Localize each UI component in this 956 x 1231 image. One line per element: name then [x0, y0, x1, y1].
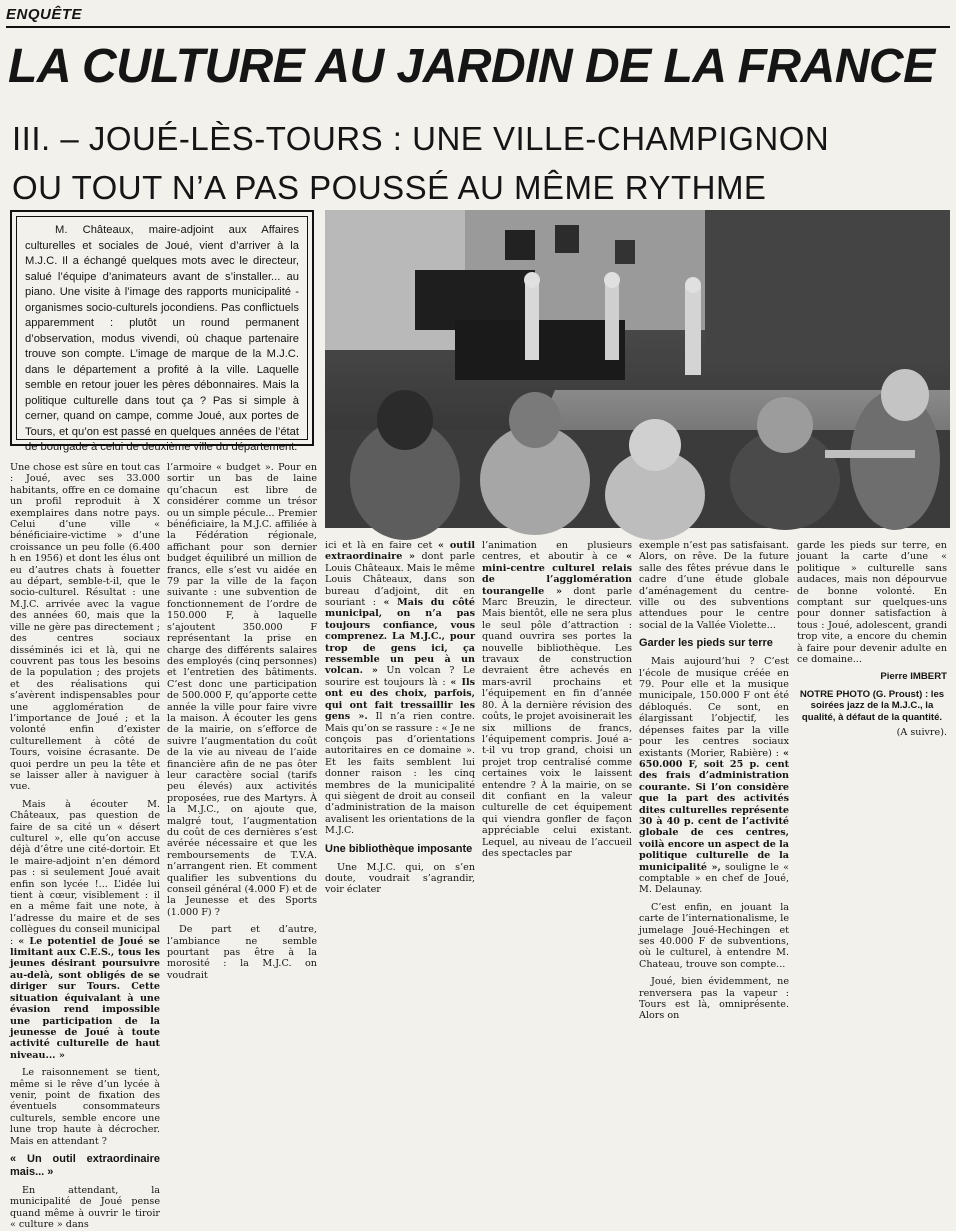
subheadline-line-2: OU TOUT N’A PAS POUSSÉ AU MÊME RYTHME — [12, 169, 767, 206]
top-rule — [6, 26, 950, 28]
article-column-1 — [10, 462, 160, 1231]
col3-text-a: ici et là en faire cet — [325, 540, 438, 551]
col3-text-e: Un volcan ? Le sourire est toujours là : — [325, 665, 475, 688]
col1-paragraph-2 — [10, 799, 160, 1061]
col5-text-a: Mais aujourd’hui ? C’est l’école de musique créée en 79. Pour elle et la musique municipale, 150.000 F ont été débloqués. Ce sont, en élargissant l’objectif, les dépenses faites par la ville pour les centres sociaux existants (Morier, Rabière) : — [639, 656, 789, 759]
col4-text-c: dont parle Marc Breuzin, le directeur. Mais bientôt, elle ne sera plus le seul pôle d’attraction : quand ouvrira ses portes la nouvelle bibliothèque. Les travaux de construction devraient être achevés en mars-avril prochains et l’équipement en fin d’année 80. À la dernière révision des coûts, le projet avoisinerait les six millions de francs, l’équipement compris. Joué a-t-il vu trop grand, choisi un projet trop centralisé comme certaines voix le laissent entendre ? À la mairie, on se dit confiant en la valeur culturelle de cet équipement qui viendra gonfler de façon appréciable celui existant. Lequel, au niveau de l’accueil des spectacles par — [482, 585, 632, 859]
section-rubric: ENQUÊTE — [6, 6, 83, 23]
col3-text-c: dont parle Louis Châteaux. Mais le même Louis Châteaux, dans son bureau d’adjoint, dit en souriant : — [325, 551, 475, 609]
article-column-2 — [167, 462, 317, 981]
intro-text: M. Châteaux, maire-adjoint aux Affaires culturelles et sociales de Joué, vient d’arriver à la M.J.C. Il a échangé quelques mots avec le directeur, salué l’équipe d’animateurs avant de s’installer... au piano. Une visite à l’image des rapports municipalité - organismes socio-culturels jocondiens. Pas conflictuels apparemment : plutôt un round permanent d’observation, modus vivendi, où chaque partenaire trouve son compte. L’image de marque de la M.J.C. dans le département a profité à la ville. Laquelle semble en retour jouer les pères débonnaires. Mais la politique culturelle dans tout ça ? Pas si simple à cerner, quand on campe, comme Joué, aux portes de Tours, et qu’on est passé en quelques années de l’état de bourgade à celui de deuxième ville du département. — [16, 216, 308, 440]
col2-paragraph-1: l’armoire « budget ». Pour en sortir un bas de laine qu’chacun est libre de considérer comme un trésor ou un simple pécule... Premier bénéficiaire, la M.J.C. affiliée à la Fédération régionale, affichant pour son dernier budget équilibré un million de francs, elle s’est vu aidée en 79 par la ville de la façon suivante : une subvention de fonctionnement de l’ordre de 150.000 F, à laquelle s’ajoutent 350.000 F représentant la prise en charge des différents salaires des employés (cinq personnes) et l’entretien des bâtiments. C’est donc une participation de 500.000 F, qu’apporte cette année la ville pour faire vivre la maison. À écouter les gens de la mairie, on s’efforce de suivre l’augmentation du coût de la vie au niveau de l’aide financière afin de ne pas ôter leur caractère social (tarifs peu élevés) aux activités proposées, rue des Martyrs. À la M.J.C., on ajoute que, malgré tout, l’augmentation du coût de ces dernières s’est avérée nécessaire et que les remboursements de T.V.A. n’arrangent rien. Et comment qualifier les subventions du conseil général (4.000 F) et de la Jeunesse et des Sports (1.000 F) ? — [167, 462, 317, 918]
col4-paragraph-1 — [482, 540, 632, 859]
subheadline-line-1: III. – JOUÉ-LÈS-TOURS : UNE VILLE-CHAMPIGNON — [12, 120, 830, 157]
col5-quote: « 650.000 F, soit 25 p. cent des frais d’administration courante. Si l’on considère que la part des activités dites culturelles représente 30 à 40 p. cent de l’activité globale de ces centres, voilà encore un aspect de la politique culturelle de la municipalité », — [639, 747, 789, 873]
jazz-concert-photo — [325, 210, 950, 528]
author-signature: Pierre IMBERT — [880, 671, 947, 683]
col6-paragraph-1: garde les pieds sur terre, en jouant la carte d’une « politique » culturelle sans audaces, mais non dépourvue de bonne volonté. En comptant sur quelques-uns pour donner satisfaction à tous : Joué, adolescent, grandi trop vite, a encore du chemin à faire pour devenir adulte en ce domaine... — [797, 540, 947, 666]
headline: LA CULTURE AU JARDIN DE LA FRANCE — [8, 40, 935, 93]
article-column-6 — [797, 540, 947, 740]
col1-paragraph-4: En attendant, la municipalité de Joué pense quand même à ouvrir le tiroir « culture » dans — [10, 1184, 160, 1231]
to-be-continued: (A suivre). — [896, 727, 947, 739]
col3-quote-3: « Ils ont eu des choix, parfois, qui ont fait tressaillir les gens ». — [325, 676, 475, 723]
col1-paragraph-1: Une chose est sûre en tout cas : Joué, avec ses 33.000 habitants, offre en ce domaine un profil reproduit à X exemplaires dans notre pays. Celui d’une ville « bénéficiaire-victime » d’une croissance un peu folle (6.400 h en 1956) et dont les élus ont eu d’autres chats à fouetter au départ, semble-t-il, que le socio-culturel. Résultat : une M.J.C. arrivée avec la vague des années 60, mais que la ville ne gère pas directement ; des centres sociaux disséminés ici et là, qui ne couvrent pas tous les besoins de la population ; des projets et des réalisations qui s’avèrent indispensables pour une agglomération de l’importance de Joué ; et la volonté enfin d’exister culturellement à côté de Tours, voisine écrasante. De quoi perdre un peu la tête et se laisser aller à naviguer à vue. — [10, 462, 160, 793]
col1-paragraph-3: Le raisonnement se tient, même si le rêve d’un lycée à venir, point de fixation des éventuels consommateurs culturels, semble encore une lune trop haute à décrocher. Mais en attendant ? — [10, 1067, 160, 1147]
col4-quote: « mini-centre culturel relais de l’agglomération tourangelle » — [482, 551, 632, 597]
col1-paragraph-2-text: Mais à écouter M. Châteaux, pas question de faire de sa cité un « désert culturel », elle qu’on accuse déjà d’être une cité-dortoir. Et le maire-adjoint n’en démord pas : si seulement Joué avait enfin son lycée !... L’idée lui tient à cœur, visiblement : il en a même fait une note, à l’adresse du maire et de ses collègues du conseil municipal : — [10, 798, 160, 947]
col1-quote: « Le potentiel de Joué se limitant aux C.E.S., tous les jeunes désirant poursuivre au-delà, sont obligés de se diriger sur Tours. Cette situation équivalant à une évasion rend impossible une participation de la jeunesse de Joué à toute activité culturelle de haut niveau... » — [10, 935, 160, 1061]
col1-subheading: « Un outil extraordinaire mais... » — [10, 1152, 160, 1178]
intro-box — [10, 210, 314, 453]
col5-paragraph-1: exemple n’est pas satisfaisant. Alors, on rêve. De la future salle des fêtes prévue dans le cadre d’une étude globale d’aménagement du centre-ville ou des subventions attendues pour le centre social de la Vallée Violette... — [639, 540, 789, 631]
col3-text-g: Il n’a rien contre. Mais qu’on se rassure : « Je ne conçois pas d’orientations autoritaires en ce domaine ». Et les faits semblent lui donner raison : les cinq membres de la municipalité qui siègent de droit au conseil d’administration de la maison avalisent les orientations de la M.J.C. — [325, 711, 475, 837]
col5-paragraph-4: Joué, bien évidemment, ne renversera pas la vapeur : Tours est là, omniprésente. Alors on — [639, 976, 789, 1022]
photo-illustration — [325, 210, 950, 528]
article-column-5 — [639, 540, 789, 1022]
col5-paragraph-3: C’est enfin, en jouant la carte de l’internationalisme, le jumelage Joué-Hechingen et ses 40.000 F de subventions, où le culturel, à entendre M. Chateau, trouve son compte... — [639, 901, 789, 970]
col3-quote-1: « outil extraordinaire » — [325, 540, 475, 563]
subheadline — [12, 114, 942, 212]
col5-text-c: souligne le « comptable » en chef de Joué, M. Delaunay. — [639, 861, 789, 896]
col3-quote-2: « Mais du côté municipal, on n’a pas toujours confiance, vous comprenez. La M.J.C., pour trop de gens ici, ça ressemble un peu à un volcan. » — [325, 597, 476, 677]
article-column-4 — [482, 540, 632, 870]
col3-paragraph-2: Une M.J.C. qui, on s’en doute, voudrait s’agrandir, voir éclater — [325, 861, 475, 896]
col4-text-a: l’animation en plusieurs centres, et aboutir à ce — [482, 540, 632, 563]
photo-caption: NOTRE PHOTO (G. Proust) : les soirées jazz de la M.J.C., la qualité, à défaut de la quantité. — [799, 688, 945, 723]
col3-subheading: Une bibliothèque imposante — [325, 842, 473, 855]
col2-paragraph-2: De part et d’autre, l’ambiance ne semble pourtant pas être à la morosité : la M.J.C. on voudrait — [167, 924, 317, 981]
col5-subheading: Garder les pieds sur terre — [639, 637, 773, 650]
col5-paragraph-2 — [639, 656, 789, 896]
article-column-3 — [325, 540, 475, 930]
col3-paragraph-1 — [325, 540, 475, 837]
